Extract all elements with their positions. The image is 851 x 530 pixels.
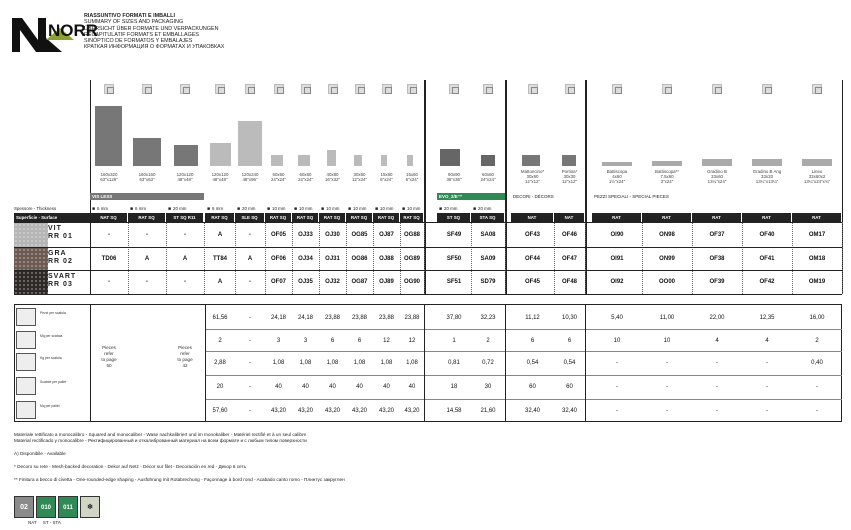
format-size: Portina* 30x30 12"x12" <box>561 169 578 184</box>
product-code: OF45 <box>524 279 540 285</box>
pack-value: - <box>816 407 818 414</box>
format-size: 40x80 16"x32" <box>324 172 341 182</box>
column-head: RAT SQ <box>265 213 291 222</box>
pack-value: - <box>249 383 251 390</box>
pack-value: 14,58 <box>446 407 462 414</box>
thickness-value: ■ 20 mm <box>437 205 471 212</box>
column-head: RAT <box>792 213 841 222</box>
pack-value: 23,88 <box>351 314 367 321</box>
format-shape <box>95 106 122 166</box>
product-code: A <box>217 231 223 238</box>
cell-divider <box>842 222 843 294</box>
product-code: OF07 <box>270 279 286 285</box>
pack-value: 60 <box>566 383 573 390</box>
package-label: Mq per scatola <box>40 334 63 338</box>
product-code: OI90 <box>610 231 624 238</box>
column-head: ST SQ R11 <box>166 213 203 222</box>
tile-icon <box>382 84 392 94</box>
pack-value: 11,12 <box>525 314 540 321</box>
tile-icon <box>274 84 284 94</box>
product-code: OM19 <box>808 279 826 285</box>
pack-value: 6 <box>530 337 535 344</box>
pack-value: 40 <box>356 383 363 390</box>
pack-value: - <box>816 383 818 390</box>
pack-value: 1,08 <box>299 359 312 366</box>
pack-value: 1,08 <box>272 359 285 366</box>
product-code: - <box>249 279 251 285</box>
format-shape <box>354 155 362 166</box>
tile-icon <box>812 84 822 94</box>
product-code: - <box>184 231 186 238</box>
product-code: OG86 <box>351 255 368 262</box>
format-size: 60x60 24"x24" <box>480 172 496 182</box>
pack-value: 60 <box>529 383 536 390</box>
surface-swatch <box>14 248 48 270</box>
product-code: SA09 <box>480 255 496 262</box>
surface-label: Superficie - Surface <box>14 213 90 222</box>
pack-value: 2 <box>218 337 222 344</box>
package-label: Scatole per pallet <box>40 380 67 384</box>
pack-value: 0,54 <box>526 359 539 366</box>
pack-value: 0,54 <box>563 359 576 366</box>
pack-value: 0,81 <box>448 359 460 366</box>
package-label: Mq per pallet <box>40 404 60 408</box>
slip-badge-011: 011 <box>58 496 78 518</box>
pack-value: - <box>616 383 618 390</box>
pack-value: 2 <box>815 337 819 344</box>
format-shape <box>602 162 632 166</box>
pack-value: 4 <box>715 337 719 344</box>
note-rounded-edge: ** Finitura a becco di civetta - One-rounded-edge shaping - Ausführung mit Rotabrechung - Façonnage à bord rond - Acabado canto romo - Плинтус закруглен <box>14 477 345 482</box>
tile-icon <box>528 84 538 94</box>
tile-icon <box>245 84 255 94</box>
tile-icon <box>104 84 114 94</box>
column-head: RAT <box>692 213 741 222</box>
format-shape <box>562 155 576 166</box>
format-shape <box>381 155 387 166</box>
column-head: RAT SQ <box>373 213 399 222</box>
pack-value: 12,35 <box>759 314 775 321</box>
product-code: ON98 <box>659 231 675 238</box>
pack-value: - <box>716 407 718 414</box>
product-code: SF50 <box>446 255 462 262</box>
package-icon <box>16 353 36 371</box>
column-head: NAT <box>554 213 584 222</box>
product-code: OF43 <box>524 231 540 238</box>
pack-value: 0,40 <box>811 359 823 366</box>
pack-value: 12 <box>383 337 390 344</box>
thickness-value: ■ 20 mm <box>166 205 204 212</box>
note-rectified-2: Material rectificado y monocalibre - Ректифицированный и откалиброванный материал на всем формате и с любым типом поверхности <box>14 438 307 443</box>
thickness-value: ■ 10 mm <box>400 205 424 212</box>
product-code: OJ30 <box>325 231 340 238</box>
format-size: 120x240 48"x96" <box>241 172 259 182</box>
pack-value: 6 <box>357 337 362 344</box>
pack-value: 43,20 <box>297 407 313 414</box>
product-code: A <box>182 255 188 262</box>
cell-divider <box>585 222 586 294</box>
header-line: RIASSUNTIVO FORMATI E IMBALLI <box>84 13 175 19</box>
pack-value: 40 <box>408 383 416 390</box>
pack-value: 40 <box>302 383 309 390</box>
product-code: OJ35 <box>298 279 313 285</box>
pack-value: 23,88 <box>378 314 394 321</box>
pack-value: 5,40 <box>611 314 623 321</box>
product-code: OJ31 <box>325 255 340 262</box>
format-size: 30x60 12"x24" <box>351 172 368 182</box>
pack-value: 6 <box>330 337 335 344</box>
format-shape <box>271 155 283 166</box>
pack-value: - <box>616 407 618 414</box>
column-head: RAT SQ <box>205 213 234 222</box>
column-head: RAT SQ <box>400 213 423 222</box>
pack-value: 32,40 <box>561 407 577 414</box>
product-code: OF40 <box>759 231 775 238</box>
package-label: Kg per scatola <box>40 356 62 360</box>
pack-value: 61,56 <box>212 314 228 321</box>
product-code: OJ88 <box>379 255 394 262</box>
pack-value: 40 <box>383 383 390 390</box>
header-line: КРАТКАЯ ИНФОРМАЦИЯ О ФОРМАТАХ И УПАКОВКАХ <box>84 44 225 51</box>
logo-text: NORR <box>48 21 99 40</box>
pack-value: 40 <box>275 383 282 390</box>
column-head: RAT SQ <box>292 213 318 222</box>
group-label-evo: EVO_2/E™ <box>437 193 505 200</box>
product-code: OJ89 <box>379 279 394 285</box>
product-code: TT84 <box>212 255 227 262</box>
product-code: OF46 <box>561 231 577 238</box>
product-code: - <box>108 231 110 238</box>
format-shape <box>210 143 231 166</box>
product-code: OG90 <box>403 279 420 285</box>
pack-value: - <box>666 359 668 366</box>
pack-value: - <box>249 337 251 344</box>
row-divider <box>14 222 842 223</box>
product-code: OF47 <box>561 255 577 262</box>
product-code: OF05 <box>270 231 286 238</box>
package-icon <box>16 308 36 326</box>
group-label-decors: DECORI - DÉCORS <box>513 194 554 199</box>
pack-col-divider <box>505 304 506 422</box>
pack-value: 10,30 <box>561 314 577 321</box>
pack-value: 43,20 <box>351 407 367 414</box>
product-code: SA08 <box>480 231 496 238</box>
pack-value: 12 <box>408 337 416 344</box>
column-head: RAT SQ <box>128 213 165 222</box>
tile-icon <box>449 84 459 94</box>
pack-value: 30 <box>484 383 492 390</box>
product-code: OJ87 <box>379 231 394 238</box>
pack-value: 1,08 <box>326 359 339 366</box>
format-shape <box>752 159 782 166</box>
column-head: STA SQ <box>471 213 504 222</box>
format-shape <box>481 155 495 166</box>
column-head: SLE SQ <box>235 213 264 222</box>
product-code: OF39 <box>709 279 725 285</box>
product-code: OG87 <box>351 279 368 285</box>
column-head: NAT <box>511 213 553 222</box>
pack-value: 43,20 <box>404 407 420 414</box>
format-shape <box>652 161 682 166</box>
refer-note-2: Pieces refer to page 42 <box>177 345 193 368</box>
pack-value: 3 <box>303 337 308 344</box>
column-head: ST SQ <box>437 213 470 222</box>
package-label: Pezzi per scatola <box>40 311 66 315</box>
tile-icon <box>142 84 152 94</box>
cell-divider <box>505 222 506 294</box>
product-code: A <box>144 255 150 262</box>
pack-value: 24,18 <box>270 314 286 321</box>
column-head: RAT <box>592 213 641 222</box>
format-shape <box>407 155 413 166</box>
pack-value: - <box>716 359 718 366</box>
pack-value: - <box>716 383 718 390</box>
format-shape <box>802 159 832 166</box>
package-icon <box>16 331 36 349</box>
thickness-value: ■ 10 mm <box>265 205 292 212</box>
tile-icon <box>215 84 225 94</box>
cell-divider <box>424 222 425 294</box>
product-code: SD79 <box>480 279 496 285</box>
tile-icon <box>328 84 338 94</box>
product-code: SF49 <box>446 231 462 238</box>
column-head: RAT <box>642 213 691 222</box>
pack-value: 37,80 <box>446 314 462 321</box>
pack-col-divider <box>424 304 425 422</box>
pack-value: 23,88 <box>324 314 340 321</box>
product-code: OM18 <box>808 255 826 262</box>
format-shape <box>327 150 336 166</box>
pack-value: - <box>766 383 768 390</box>
header-line: RÉCAPITULATIF FORMATS ET EMBALLAGES <box>84 31 200 38</box>
pack-value: 16,00 <box>809 314 825 321</box>
pack-value: 22,00 <box>709 314 725 321</box>
format-size: Lineo 33x60x2 13¼"x24"x¾" <box>803 169 831 184</box>
product-code: - <box>108 279 110 285</box>
tile-icon <box>180 84 190 94</box>
pack-value: 24,18 <box>297 314 313 321</box>
tile-icon <box>301 84 311 94</box>
tile-icon <box>565 84 575 94</box>
product-code: - <box>146 231 148 238</box>
row-divider <box>14 270 842 271</box>
slip-badge-010: 010 <box>36 496 56 518</box>
format-size: 90x90 36"x36" <box>446 172 462 182</box>
product-code: - <box>146 279 148 285</box>
note-rectified: Materiale rettificato a monocalibro - Squared and monocaliber - Wase nachkalibriert und im monokaliber - Matériel rectifié et à un seul calibre <box>14 432 307 437</box>
note-available: A) Disponibile - Available <box>14 451 66 456</box>
format-shape <box>298 155 310 166</box>
pack-value: 18 <box>450 383 458 390</box>
package-icon <box>16 401 36 419</box>
pack-value: 11,00 <box>659 314 675 321</box>
row-divider <box>14 247 842 248</box>
pack-value: 1 <box>452 337 456 344</box>
format-size: 60x60 24"x24" <box>270 172 287 182</box>
pack-value: - <box>249 359 251 366</box>
format-size: 120x120 48"x48" <box>211 172 229 182</box>
tile-icon <box>762 84 772 94</box>
thickness-value: ■ 10 mm <box>346 205 373 212</box>
product-code: OJ32 <box>325 279 340 285</box>
refer-note-1: Pieces refer to page 50 <box>101 345 117 368</box>
pack-value: - <box>766 407 768 414</box>
pack-value: 57,60 <box>212 407 228 414</box>
format-size: 60x60 24"x24" <box>297 172 314 182</box>
product-code: OG88 <box>403 231 420 238</box>
pack-value: 43,20 <box>324 407 340 414</box>
surface-swatch <box>14 271 48 294</box>
pack-value: - <box>766 359 768 366</box>
thickness-value: ■ 6 mm <box>90 205 128 212</box>
product-code: OG89 <box>403 255 420 262</box>
thickness-value: ■ 10 mm <box>292 205 319 212</box>
thickness-value: ■ 20 mm <box>471 205 505 212</box>
product-code: OF42 <box>759 279 775 285</box>
pack-value: - <box>249 407 251 414</box>
thickness-value: ■ 6 mm <box>205 205 235 212</box>
pack-value: - <box>666 407 668 414</box>
column-head: RAT <box>742 213 791 222</box>
pack-value: 10 <box>663 337 671 344</box>
surface-name: GRA RR 02 <box>48 250 73 265</box>
product-code: OF41 <box>759 255 775 262</box>
pack-value: 6 <box>567 337 572 344</box>
thickness-value: ■ 20 mm <box>235 205 265 212</box>
pack-value: - <box>666 383 668 390</box>
group-label-special: PEZZI SPECIALI - SPECIAL PIECES <box>594 194 669 199</box>
note-mesh: * Decoro su rete - Mesh-backed decoration - Dekor auf Netz - Décor sur filet - Decoración en red - Декор в сеть <box>14 464 247 469</box>
product-code: OM17 <box>808 231 826 238</box>
product-code: SF51 <box>446 279 462 285</box>
pack-value: 1,08 <box>406 359 418 366</box>
pack-value: 43,20 <box>270 407 286 414</box>
product-code: OO00 <box>658 279 675 285</box>
pack-value: 2,88 <box>214 359 226 366</box>
header-line: SINÓPTICO DE FORMATOS Y EMBALAJES <box>84 38 193 45</box>
tile-icon <box>662 84 672 94</box>
format-shape <box>702 159 732 166</box>
pack-value: 23,88 <box>404 314 420 321</box>
thickness-value: ■ 10 mm <box>319 205 346 212</box>
format-size: Battiscopa** 7,5x60 3"x24" <box>655 169 679 184</box>
product-code: ON99 <box>659 255 675 262</box>
pack-value: 21,60 <box>480 407 496 414</box>
row-divider <box>14 294 842 295</box>
product-code: - <box>249 231 251 238</box>
pack-value: 1,08 <box>353 359 366 366</box>
tile-icon <box>712 84 722 94</box>
pack-value: 10 <box>613 337 621 344</box>
surface-name: SVART RR 03 <box>48 273 77 288</box>
format-size: Gradino B 33x60 13¼"x24" <box>707 169 727 184</box>
pack-col-divider <box>585 304 586 422</box>
product-code: OF37 <box>709 231 725 238</box>
thickness-value: ■ 6 mm <box>128 205 166 212</box>
product-code: TD06 <box>101 255 117 262</box>
column-head: RAT SQ <box>319 213 345 222</box>
format-shape <box>174 145 198 166</box>
product-code: OJ34 <box>298 255 313 262</box>
pack-value: 20 <box>216 383 224 390</box>
pack-value: 40 <box>329 383 336 390</box>
pack-value: 43,20 <box>378 407 394 414</box>
pack-value: 32,40 <box>524 407 540 414</box>
format-size: 15x60 6"x24" <box>380 172 393 182</box>
header-line: SUMMARY OF SIZES AND PACKAGING <box>84 19 184 26</box>
tile-icon <box>612 84 622 94</box>
package-icon <box>16 377 36 395</box>
format-shape <box>522 155 540 166</box>
format-shape <box>440 149 460 166</box>
format-shape <box>133 138 161 166</box>
product-code: A <box>217 279 223 285</box>
product-code: OF48 <box>561 279 577 285</box>
header-line: ÜBERSICHT ÜBER FORMATE UND VERPACKUNGEN <box>84 25 219 32</box>
column-head: NAT SQ <box>90 213 127 222</box>
product-code: OI91 <box>610 255 624 262</box>
tile-icon <box>407 84 417 94</box>
product-code: - <box>184 279 186 285</box>
product-code: OG85 <box>351 231 368 238</box>
product-code: OF38 <box>709 255 725 262</box>
group-label-visless: VIS LESS <box>90 193 204 200</box>
pack-value: 1,08 <box>380 359 393 366</box>
format-size: 160x160 63"x63" <box>138 172 156 182</box>
frost-icon: ❄ <box>80 496 100 518</box>
format-size: Mattoncino* 30x60 12"x12" <box>520 169 545 184</box>
pack-value: 32,23 <box>480 314 496 321</box>
pack-value: 4 <box>765 337 769 344</box>
format-shape <box>238 121 262 166</box>
pack-value: - <box>616 359 618 366</box>
thickness-label: Spessore - Thickness <box>14 206 57 211</box>
surface-swatch <box>14 223 48 247</box>
format-size: 15x60 6"x24" <box>405 172 419 182</box>
badge-caption: NAT ST - STA <box>28 520 61 525</box>
format-size: 120x120 48"x48" <box>176 172 194 182</box>
product-code: OF44 <box>524 255 540 262</box>
pack-value: 3 <box>276 337 281 344</box>
format-size: Battiscopa 4x60 1½"x24" <box>606 169 628 184</box>
thickness-value: ■ 10 mm <box>373 205 400 212</box>
pack-value: - <box>249 314 251 321</box>
slip-badge-02: 02 <box>14 496 34 518</box>
pack-value: 2 <box>486 337 490 344</box>
column-head: RAT SQ <box>346 213 372 222</box>
format-size: 160x320 63"x126" <box>100 172 118 182</box>
product-code: OI92 <box>610 279 624 285</box>
tile-icon <box>355 84 365 94</box>
format-size: Gradino B Ang 33x33 13¼"x13¼" <box>752 169 782 184</box>
tile-icon <box>483 84 493 94</box>
pack-value: 0,72 <box>482 359 494 366</box>
product-code: OJ33 <box>298 231 313 238</box>
product-code: OF06 <box>270 255 286 262</box>
product-code: A <box>247 255 253 262</box>
brand-logo <box>12 14 99 54</box>
document-header <box>84 13 384 51</box>
surface-name: VIT RR 01 <box>48 225 73 240</box>
